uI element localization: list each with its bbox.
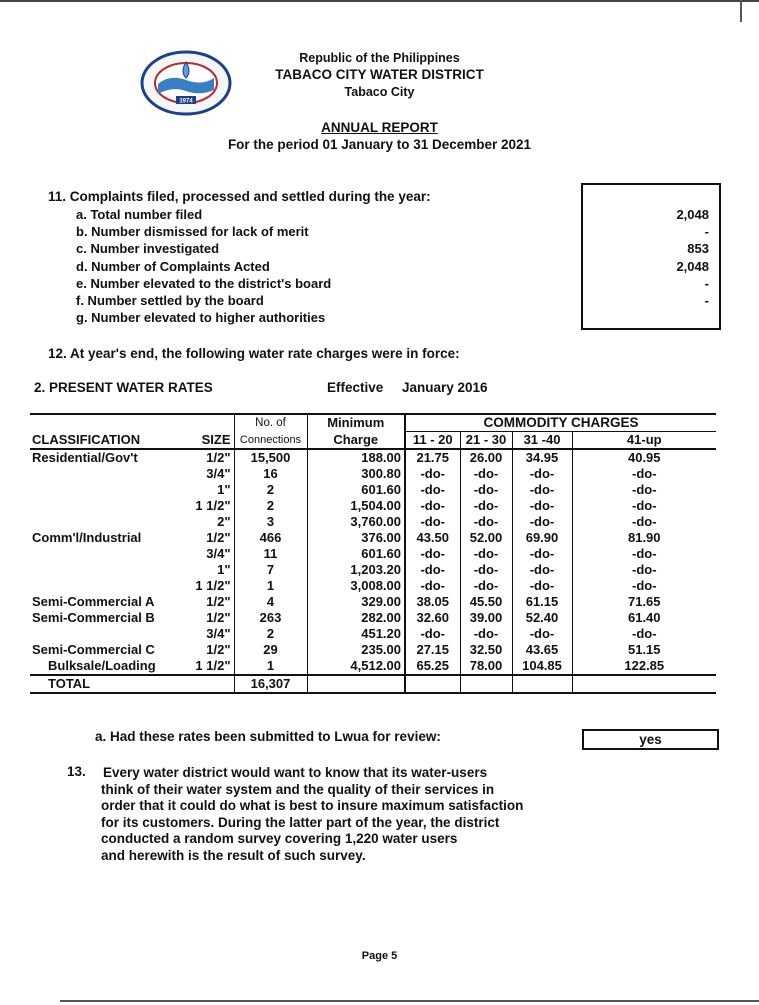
rate-cell-r4: -do- xyxy=(631,562,657,577)
rate-cell-r2: -do- xyxy=(460,498,512,514)
rate-row xyxy=(30,626,716,642)
rate-cell-r1: 38.05 xyxy=(405,594,460,610)
rate-cell-size: 1/2" xyxy=(176,594,234,610)
section-11-heading: 11. Complaints filed, processed and settled during the year: xyxy=(48,189,431,204)
rate-cell-r3: -do- xyxy=(512,578,572,594)
rate-cell-r2: 78.00 xyxy=(460,658,512,675)
complaint-item-label: b. Number dismissed for lack of merit xyxy=(76,224,309,240)
rate-cell-r3: -do- xyxy=(512,514,572,530)
complaint-item-value: 2,048 xyxy=(676,258,709,274)
rate-cell-cls: Semi-Commercial B xyxy=(32,610,155,625)
rate-cell-r4: 51.15 xyxy=(627,642,661,657)
rate-cell-r4: -do- xyxy=(631,466,657,481)
rate-cell-r1: 43.50 xyxy=(405,530,460,546)
rate-cell-r4: -do- xyxy=(631,626,657,641)
rate-cell-size: 1/2" xyxy=(176,642,234,658)
rate-row xyxy=(30,514,716,530)
rate-cell-conn: 11 xyxy=(234,546,307,562)
rate-cell-r3: -do- xyxy=(512,482,572,498)
rate-cell-r3: -do- xyxy=(512,626,572,642)
rate-cell-size: 2" xyxy=(176,514,234,530)
rate-cell-min: 188.00 xyxy=(307,449,405,466)
complaint-item-value: 853 xyxy=(687,241,709,257)
rate-cell-cls xyxy=(30,562,176,578)
effective-date: January 2016 xyxy=(402,380,488,395)
rate-cell-cls: Comm'l/Industrial xyxy=(32,530,142,545)
rate-cell-r4: -do- xyxy=(631,578,657,593)
rate-row xyxy=(30,530,716,546)
rate-cell-size: 1/2" xyxy=(176,530,234,546)
rate-row xyxy=(30,658,716,675)
rate-cell-conn: 1 xyxy=(234,658,307,675)
rate-cell-conn: 1 xyxy=(234,578,307,594)
rate-cell-r1: -do- xyxy=(405,482,460,498)
report-period: For the period 01 January to 31 December 2021 xyxy=(227,137,532,152)
rate-cell-r2: 52.00 xyxy=(460,530,512,546)
rate-cell-min: 376.00 xyxy=(307,530,405,546)
header-classification: CLASSIFICATION xyxy=(32,431,141,447)
rate-cell-conn: 4 xyxy=(234,594,307,610)
rate-cell-r1: -do- xyxy=(405,514,460,530)
section-13-line: think of their water system and the quality of their services in xyxy=(101,781,495,797)
rate-cell-min: 235.00 xyxy=(307,642,405,658)
complaint-item-value: - xyxy=(704,224,709,240)
rates-heading: 2. PRESENT WATER RATES xyxy=(34,380,213,395)
rate-cell-conn: 16 xyxy=(234,466,307,482)
rate-cell-size: 3/4" xyxy=(176,466,234,482)
rate-cell-r1: 21.75 xyxy=(405,449,460,466)
header-charge: Charge xyxy=(307,432,405,450)
rate-cell-min: 1,203.20 xyxy=(307,562,405,578)
effective-label: Effective xyxy=(327,380,384,395)
header-commodity-charges: COMMODITY CHARGES xyxy=(483,415,639,430)
rate-cell-r1: -do- xyxy=(405,466,460,482)
rate-cell-r1: -do- xyxy=(405,498,460,514)
rate-cell-cls xyxy=(30,546,176,562)
rate-cell-r3: -do- xyxy=(512,562,572,578)
rate-cell-cls: Semi-Commercial C xyxy=(32,642,155,657)
city-line: Tabaco City xyxy=(344,85,415,99)
complaint-item-label: e. Number elevated to the district's board xyxy=(76,275,332,291)
seal-year: 1974 xyxy=(179,98,193,105)
top-edge-line xyxy=(0,0,759,2)
rate-cell-r1: -do- xyxy=(405,562,460,578)
rate-cell-r4: 81.90 xyxy=(627,530,661,545)
rate-cell-r1: 65.25 xyxy=(405,658,460,675)
section-13-paragraph xyxy=(103,765,563,865)
header-range-21-30: 21 - 30 xyxy=(460,432,512,450)
rate-cell-r2: 45.50 xyxy=(460,594,512,610)
rate-cell-r3: -do- xyxy=(512,466,572,482)
rate-cell-conn: 3 xyxy=(234,514,307,530)
district-name: TABACO CITY WATER DISTRICT xyxy=(275,67,484,82)
rate-cell-conn: 263 xyxy=(234,610,307,626)
rate-cell-conn: 7 xyxy=(234,562,307,578)
report-title: ANNUAL REPORT xyxy=(321,120,438,135)
rate-cell-r4: -do- xyxy=(631,514,657,529)
rate-cell-r4: 61.40 xyxy=(627,610,661,625)
rate-cell-cls: Bulksale/Loading xyxy=(48,658,156,673)
total-label: TOTAL xyxy=(48,676,91,691)
header-range-41-up: 41-up xyxy=(572,432,716,450)
rate-cell-size: 3/4" xyxy=(176,546,234,562)
rate-cell-min: 282.00 xyxy=(307,610,405,626)
rate-row xyxy=(30,594,716,610)
header-range-31-40: 31 -40 xyxy=(512,432,572,450)
rate-cell-r4: -do- xyxy=(631,482,657,497)
rate-row xyxy=(30,546,716,562)
rate-cell-r2: 39.00 xyxy=(460,610,512,626)
rate-cell-r2: -do- xyxy=(460,546,512,562)
rate-cell-r2: 32.50 xyxy=(460,642,512,658)
republic-line: Republic of the Philippines xyxy=(299,51,460,65)
rate-cell-r2: -do- xyxy=(460,578,512,594)
rate-cell-min: 451.20 xyxy=(307,626,405,642)
complaint-item-label: a. Total number filed xyxy=(76,207,203,222)
rate-cell-cls xyxy=(30,466,176,482)
rate-row xyxy=(30,578,716,594)
right-edge-mark xyxy=(740,0,742,22)
rate-cell-min: 329.00 xyxy=(307,594,405,610)
complaint-item-label: d. Number of Complaints Acted xyxy=(76,258,270,274)
rate-cell-min: 300.80 xyxy=(307,466,405,482)
rate-cell-conn: 2 xyxy=(234,626,307,642)
rate-cell-r1: -do- xyxy=(405,626,460,642)
rate-cell-r4: -do- xyxy=(631,498,657,513)
rate-cell-min: 601.60 xyxy=(307,546,405,562)
rate-cell-min: 3,008.00 xyxy=(307,578,405,594)
rate-cell-size: 1 1/2" xyxy=(176,498,234,514)
rate-row xyxy=(30,498,716,514)
rate-cell-cls xyxy=(30,626,176,642)
rate-cell-min: 4,512.00 xyxy=(307,658,405,675)
header-no-of: No. of xyxy=(234,414,307,432)
rate-cell-r3: 69.90 xyxy=(512,530,572,546)
total-connections: 16,307 xyxy=(234,675,307,693)
rate-cell-min: 3,760.00 xyxy=(307,514,405,530)
section-13-line: for its customers. During the latter part of the year, the district xyxy=(101,814,500,830)
rate-row xyxy=(30,610,716,626)
rate-cell-min: 601.60 xyxy=(307,482,405,498)
complaint-item-value: - xyxy=(704,275,709,291)
rate-cell-r3: -do- xyxy=(512,498,572,514)
rate-cell-r4: 122.85 xyxy=(624,658,665,673)
complaint-item-value: 2,048 xyxy=(676,207,709,222)
rate-cell-r3: 43.65 xyxy=(512,642,572,658)
rate-cell-cls: Residential/Gov't xyxy=(32,450,138,465)
rate-cell-r1: 27.15 xyxy=(405,642,460,658)
rate-cell-r1: -do- xyxy=(405,546,460,562)
rate-cell-size: 1/2" xyxy=(176,610,234,626)
rate-cell-conn: 15,500 xyxy=(234,449,307,466)
review-question: a. Had these rates been submitted to Lwua for review: xyxy=(95,729,441,744)
rate-cell-r3: 52.40 xyxy=(512,610,572,626)
rate-cell-cls xyxy=(30,498,176,514)
header-range-11-20: 11 - 20 xyxy=(405,432,460,450)
complaints-values-box xyxy=(581,183,721,330)
rate-row xyxy=(30,482,716,498)
rate-row xyxy=(30,562,716,578)
water-rates-table xyxy=(30,413,716,694)
rate-cell-conn: 2 xyxy=(234,482,307,498)
header-connections: Connections xyxy=(234,432,307,450)
rate-cell-cls: Semi-Commercial A xyxy=(32,594,155,609)
rate-cell-min: 1,504.00 xyxy=(307,498,405,514)
bottom-edge-line xyxy=(60,1000,759,1002)
rate-cell-size: 3/4" xyxy=(176,626,234,642)
rate-cell-cls xyxy=(30,578,176,594)
rate-cell-r2: -do- xyxy=(460,626,512,642)
section-13-line: Every water district would want to know that its water-users xyxy=(103,765,488,780)
section-13-number: 13. xyxy=(67,764,86,779)
rate-cell-r3: 61.15 xyxy=(512,594,572,610)
rate-cell-cls xyxy=(30,482,176,498)
complaints-list xyxy=(76,207,516,329)
rate-row xyxy=(30,466,716,482)
rate-cell-size: 1/2" xyxy=(176,449,234,466)
rate-row xyxy=(30,642,716,658)
rate-cell-r2: 26.00 xyxy=(460,449,512,466)
rate-cell-r4: 40.95 xyxy=(627,450,661,465)
rate-cell-r4: 71.65 xyxy=(627,594,661,609)
rate-cell-size: 1" xyxy=(176,562,234,578)
complaint-item-label: f. Number settled by the board xyxy=(76,293,264,308)
section-13-line: and herewith is the result of such survey. xyxy=(101,847,366,863)
complaint-item-value: - xyxy=(704,293,709,308)
rate-cell-size: 1" xyxy=(176,482,234,498)
rate-cell-conn: 2 xyxy=(234,498,307,514)
review-answer-box: yes xyxy=(582,729,719,750)
rate-cell-r2: -do- xyxy=(460,482,512,498)
header-size: SIZE xyxy=(176,432,234,450)
rate-cell-size: 1 1/2" xyxy=(176,578,234,594)
complaint-item-label: g. Number elevated to higher authorities xyxy=(76,310,326,326)
section-13-line: conducted a random survey covering 1,220 water users xyxy=(101,831,458,847)
rate-row xyxy=(30,449,716,466)
section-12-text: 12. At year's end, the following water rate charges were in force: xyxy=(48,346,460,361)
rate-cell-r2: -do- xyxy=(460,514,512,530)
rate-cell-r2: -do- xyxy=(460,562,512,578)
rate-cell-cls xyxy=(30,514,176,530)
header-minimum: Minimum xyxy=(307,414,405,432)
rate-cell-conn: 29 xyxy=(234,642,307,658)
rate-cell-r3: 104.85 xyxy=(512,658,572,675)
rate-cell-r1: 32.60 xyxy=(405,610,460,626)
rate-cell-r4: -do- xyxy=(631,546,657,561)
section-13-line: order that it could do what is best to insure maximum satisfaction xyxy=(101,798,524,814)
page-number: Page 5 xyxy=(361,950,398,962)
rate-cell-r3: -do- xyxy=(512,546,572,562)
rate-cell-r3: 34.95 xyxy=(512,449,572,466)
rate-cell-conn: 466 xyxy=(234,530,307,546)
rate-cell-r1: -do- xyxy=(405,578,460,594)
complaint-item-label: c. Number investigated xyxy=(76,241,220,257)
rate-cell-r2: -do- xyxy=(460,466,512,482)
rate-cell-size: 1 1/2" xyxy=(176,658,234,675)
